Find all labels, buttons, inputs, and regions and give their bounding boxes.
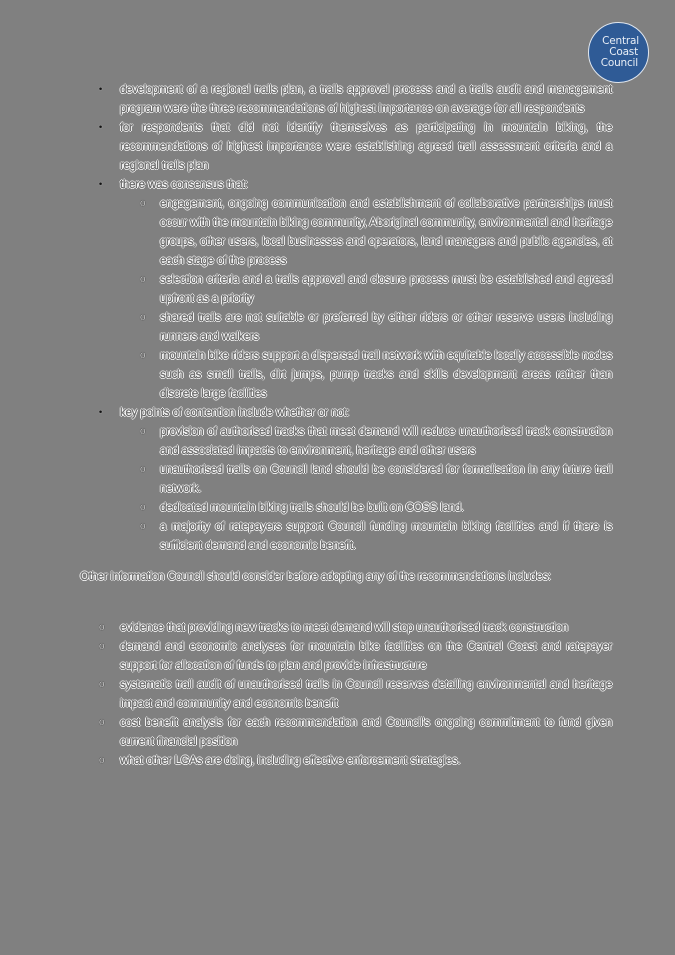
- other-info-list: [0, 618, 675, 770]
- sub-item-text: shared trails are not suitable or preferred by either riders or other reserve users including runners and walkers: [160, 311, 612, 343]
- other-info-text: cost benefit analysis for each recommendation and Council's ongoing commitment to fund given current financial position: [120, 715, 612, 748]
- sub-item: [140, 194, 612, 270]
- other-info-text: what other LGAs are doing, including effective enforcement strategies.: [120, 753, 461, 767]
- sub-item-text: a majority of ratepayers support Council funding mountain biking facilities and if there is sufficient demand and economic benefit.: [160, 520, 612, 552]
- finding-text: key points of contention include whether or not:: [120, 406, 350, 419]
- other-info-item: [99, 637, 612, 675]
- finding-item: [99, 403, 612, 422]
- other-info-item: [99, 713, 612, 751]
- circle-bullet-icon: o: [140, 274, 146, 285]
- sub-item: [140, 308, 612, 346]
- other-info-item: [99, 618, 612, 637]
- sub-item-text: dedicated mountain biking trails should be built on COSS land.: [160, 501, 464, 514]
- other-info-item: [99, 751, 612, 770]
- sub-item-text: mountain bike riders support a dispersed trail network with equitable locally accessible nodes such as small trails, dirt jumps, pump tracks and skills development areas rather than discrete large facilities: [160, 349, 612, 400]
- circle-bullet-icon: o: [140, 464, 146, 475]
- findings-list-continued: [0, 403, 675, 422]
- other-info-text: systematic trail audit of unauthorised trails in Council reserves detailing environmental and heritage impact and community and economic benefit: [120, 677, 612, 710]
- circle-bullet-icon: o: [140, 312, 146, 323]
- logo-line: Council: [600, 57, 638, 69]
- spacer: [0, 598, 675, 618]
- finding-text: development of a regional trails plan, a trails approval process and a trails audit and management program were the three recommendations of highest importance on average for all respondents: [120, 83, 612, 115]
- findings-list: [0, 80, 675, 194]
- other-info-intro: Other information Council should consider before adopting any of the recommendations includes:: [80, 570, 551, 583]
- bullet-icon: •: [99, 179, 102, 189]
- finding-text: there was consensus that:: [120, 178, 248, 191]
- bullet-icon: •: [99, 122, 102, 132]
- sub-item: [140, 346, 612, 403]
- finding-item: [99, 80, 612, 118]
- sub-item-text: engagement, ongoing communication and establishment of collaborative partnerships must occur with the mountain biking community, Aboriginal community, environmental and heritage groups, other users, local businesses and operators, land managers and public agencies, at each stage of the process: [160, 197, 612, 267]
- circle-bullet-icon: o: [140, 426, 146, 437]
- finding-item: [99, 118, 612, 175]
- circle-bullet-icon: o: [99, 716, 105, 728]
- document-body: [0, 80, 675, 770]
- circle-bullet-icon: o: [99, 621, 105, 633]
- other-info-item: [99, 675, 612, 713]
- central-coast-council-logo: [588, 22, 649, 83]
- other-info-text: demand and economic analyses for mountain bike facilities on the Central Coast and ratepayer support for allocation of funds to plan and provide infrastructure: [120, 639, 612, 672]
- circle-bullet-icon: o: [140, 350, 146, 361]
- sub-item: [140, 460, 612, 498]
- contention-sublist: [0, 422, 675, 555]
- circle-bullet-icon: o: [140, 502, 146, 513]
- sub-item: [140, 498, 612, 517]
- consensus-sublist: [0, 194, 675, 403]
- circle-bullet-icon: o: [99, 754, 105, 766]
- sub-item-text: selection criteria and a trails approval and closure process must be established and agreed upfront as a priority: [160, 273, 612, 305]
- sub-item: [140, 422, 612, 460]
- sub-item-text: provision of authorised tracks that meet demand will reduce unauthorised track construction and associated impacts to environment, heritage and other users: [160, 425, 612, 457]
- sub-item: [140, 270, 612, 308]
- circle-bullet-icon: o: [99, 678, 105, 690]
- finding-text: for respondents that did not identify themselves as participating in mountain biking, the recommendations of highest importance were establishing agreed trail assessment criteria and a regional trails plan: [120, 121, 612, 172]
- circle-bullet-icon: o: [140, 198, 146, 209]
- bullet-icon: •: [99, 407, 102, 417]
- finding-item: [99, 175, 612, 194]
- sub-item-text: unauthorised trails on Council land should be considered for formalisation in any future trail network.: [160, 463, 612, 495]
- other-info-text: evidence that providing new tracks to meet demand will stop unauthorised track construction: [120, 620, 568, 634]
- bullet-icon: •: [99, 84, 102, 94]
- logo-line: Coast: [609, 46, 638, 58]
- circle-bullet-icon: o: [140, 521, 146, 532]
- logo-line: Central: [602, 35, 639, 47]
- circle-bullet-icon: o: [99, 640, 105, 652]
- sub-item: [140, 517, 612, 555]
